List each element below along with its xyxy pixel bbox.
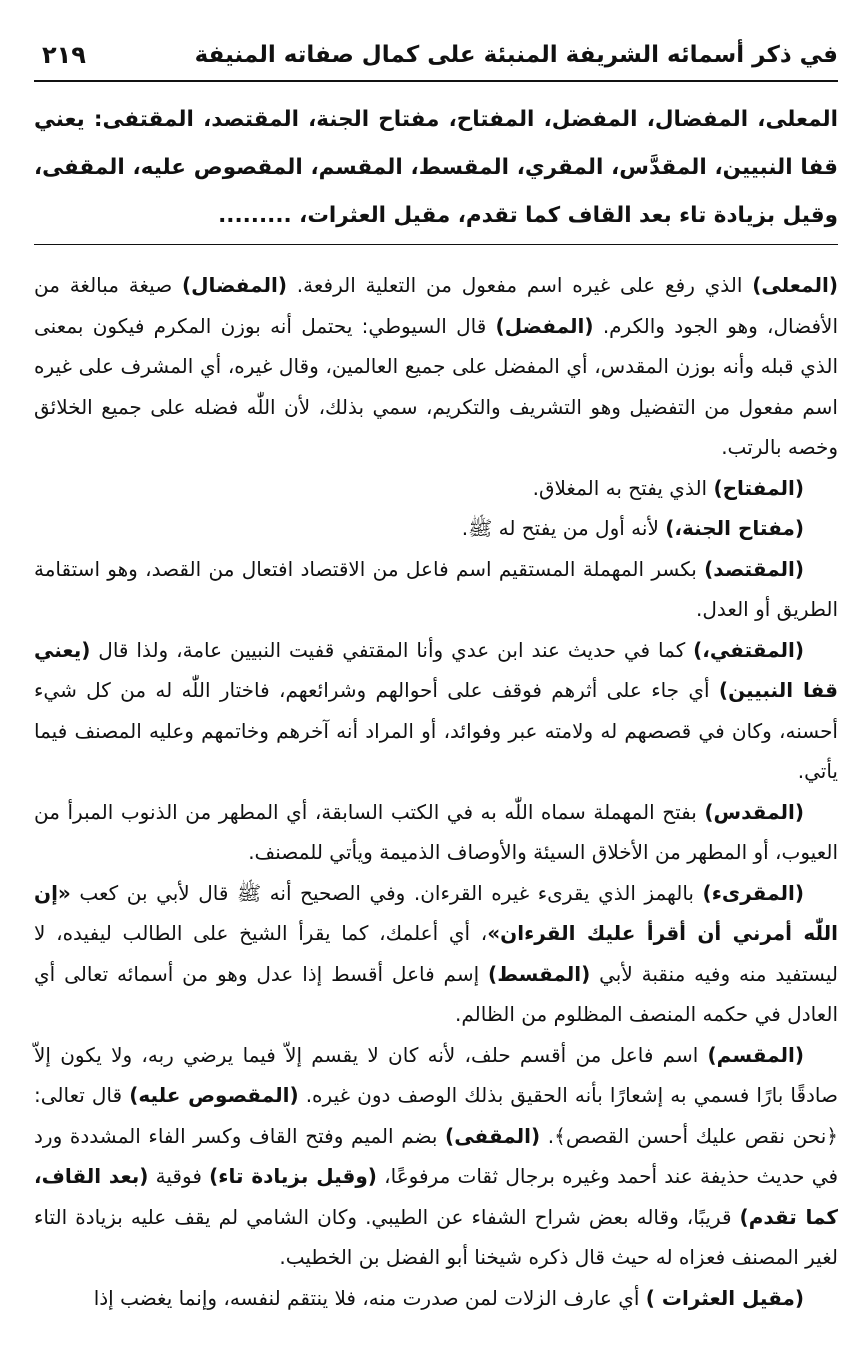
headword: (المقفى) xyxy=(445,1123,541,1148)
commentary-text: صيغة مبالغة من الأفضال، وهو الجود والكرم. xyxy=(34,273,838,338)
commentary-text: أي جاء على أثرهم فوقف على أحوالهم وشرائعهم، فاختار اللّٰه له من كل شيء أحسنه، وكان في قصصهم له ولامته عبر وفوائد، أو المراد أنه آخرهم وخاتمهم وعليه المصنف فيما يأتي. xyxy=(34,678,838,783)
commentary-paragraph xyxy=(34,549,838,630)
matn-text: المعلى، المفضال، المفضل، المفتاح، مفتاح الجنة، المقتصد، المقتفى: يعني قفا النبيين، المقدَّس، المقري، المقسط، المقسم، المقصوص عليه، المقفى، وقيل بزيادة تاء بعد القاف كما تقدم، مقيل العثرات، xyxy=(34,107,838,228)
headword: (المقتفي،) xyxy=(693,637,804,662)
headword: (المقتصد) xyxy=(704,556,804,581)
commentary-text: بكسر المهملة المستقيم اسم فاعل من الاقتصاد افتعال من القصد، وهو استقامة الطريق أو العدل. xyxy=(34,556,838,621)
page-number: ٢١٩ xyxy=(42,41,86,70)
commentary-paragraph xyxy=(34,873,838,1035)
commentary-text: إسم فاعل أقسط إذا عدل وهو من أسمائه تعالى أي العادل في حكمه المنصف المظلوم من الظالم. xyxy=(34,961,838,1026)
commentary-body xyxy=(34,265,838,1318)
commentary-text: اسم فاعل من أقسم حلف، لأنه كان لا يقسم إلاّ فيما يرضي ربه، ولا يكون إلاّ صادقًا بارًا فسمي به إشعارًا بأنه الحقيق بذلك الوصف دون غيره. xyxy=(34,1042,838,1107)
commentary-text: ، أي أعلمك، كما يقرأ الشيخ على الطالب ليفيده، لا ليستفيد منه وفيه منقبة لأبي xyxy=(34,921,838,986)
headword: «إن اللّٰه أمرني أن أقرأ عليك القرءان» xyxy=(34,880,838,945)
commentary-text: قال السيوطي: يحتمل أنه بوزن المكرم فيكون بمعنى الذي قبله وأنه بوزن المقدس، أي المفضل على جميع العالمين، وقال غيره، أي المشرف على غيره اسم مفعول من التفضيل وهو التشريف والتكريم، سمي بذلك، لأن اللّٰه فضله على جميع الخلائق وخصه بالرتب. xyxy=(34,313,838,459)
commentary-text: بالهمز الذي يقرىء غيره القرءان. وفي الصحيح أنه ﷺ قال لأبي بن كعب xyxy=(70,880,703,905)
header-rule xyxy=(34,80,838,82)
commentary-text: بفتح المهملة سماه اللّٰه به في الكتب السابقة، أي المطهر من الذنوب المبرأ من العيوب، أو المطهر من الأخلاق السيئة والأوصاف الذميمة ويأتي للمصنف. xyxy=(34,799,838,864)
commentary-text: قريبًا، وقاله بعض شراح الشفاء عن الطيبي. وكان الشامي لم يقف عليه بزيادة التاء لغير المصنف فعزاه له حيث قال ذكره شيخنا أبو الفضل بن الخطيب. xyxy=(34,1204,838,1269)
headword: (المفضال) xyxy=(181,273,287,297)
commentary-paragraph xyxy=(34,1035,838,1278)
commentary-paragraph xyxy=(34,1278,838,1319)
headword: (مفتاح الجنة،) xyxy=(665,516,804,540)
headword: (المقرىء) xyxy=(702,880,804,905)
commentary-text: الذي يفتح به المغلاق. xyxy=(532,475,714,500)
headword: (المقصوص عليه) xyxy=(129,1083,299,1107)
headword: (المعلى) xyxy=(752,273,838,297)
headword: (المفتاح) xyxy=(713,475,804,500)
matn-dots: ......... xyxy=(218,203,292,228)
matn-text-block xyxy=(34,96,838,240)
headword: (المقدس) xyxy=(704,799,804,824)
commentary-text: بضم الميم وفتح القاف وكسر الفاء المشددة ورد في حديث حذيفة عند أحمد وغيره برجال ثقات مرفوعًا، xyxy=(34,1123,838,1188)
running-title: في ذكر أسمائه الشريفة المنبئة على كمال صفاته المنيفة xyxy=(194,42,838,69)
commentary-text: الذي رفع على غيره اسم مفعول من التعلية الرفعة. xyxy=(287,273,753,297)
page-header xyxy=(34,26,838,70)
commentary-text: لأنه أول من يفتح له ﷺ. xyxy=(461,516,666,540)
commentary-paragraph xyxy=(34,792,838,873)
commentary-paragraph xyxy=(34,630,838,792)
headword: (يعني قفا النبيين) xyxy=(34,637,839,702)
commentary-text: قال تعالى: ﴿نحن نقص عليك أحسن القصص﴾. xyxy=(34,1083,838,1148)
commentary-text: أي عارف الزلات لمن صدرت منه، فلا ينتقم لنفسه، وإنما يغضب إذا xyxy=(93,1285,646,1310)
headword: (المقسم) xyxy=(707,1042,804,1067)
headword: (بعد القاف، كما تقدم) xyxy=(34,1164,838,1229)
headword: (وقيل بزيادة تاء) xyxy=(209,1164,377,1188)
commentary-text: فوقية xyxy=(148,1164,210,1188)
matn-separator-rule xyxy=(34,244,838,245)
headword: (المفضل) xyxy=(495,313,594,338)
commentary-paragraph xyxy=(34,508,838,549)
commentary-text: كما في حديث عند ابن عدي وأنا المقتفي قفيت النبيين عامة، ولذا قال xyxy=(90,637,694,662)
headword: (مقيل العثرات ) xyxy=(645,1285,804,1310)
headword: (المقسط) xyxy=(488,961,591,986)
commentary-paragraph xyxy=(34,265,838,468)
commentary-paragraph xyxy=(34,468,838,509)
